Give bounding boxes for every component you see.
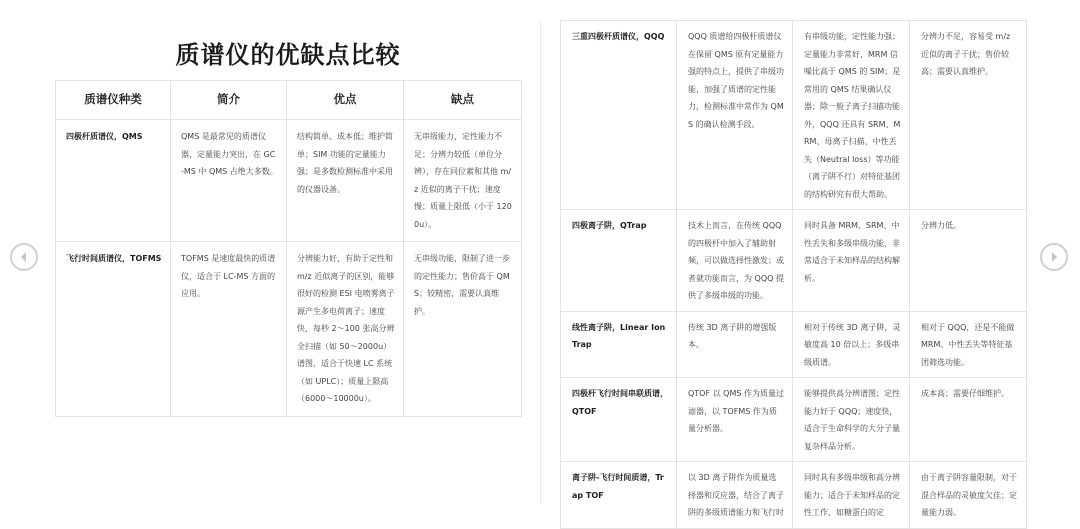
- cell-type: 离子阱-飞行时间质谱，Trap TOF: [561, 462, 677, 529]
- cell-type: 飞行时间质谱仪，TOFMS: [56, 242, 171, 417]
- previous-page-button[interactable]: [10, 243, 38, 271]
- table-row: [561, 210, 1027, 312]
- table-row: [561, 311, 1027, 378]
- table-row: [561, 378, 1027, 462]
- table-row: [561, 462, 1027, 529]
- comparison-table: [55, 80, 522, 417]
- chevron-left-icon: [17, 250, 31, 264]
- comparison-table-continued: [560, 20, 1027, 529]
- cell-intro: QQQ 质谱给四极杆质谱仪在保留 QMS 原有定量能力强的特点上，提供了串级功能，加强了质谱的定性能力，检测标准中常作为 QMS 的确认检测手段。: [677, 21, 793, 210]
- cell-cons: 相对于 QQQ，还是不能做 MRM、中性丢失等特征基团筛选功能。: [910, 311, 1027, 378]
- table-header-row: [56, 81, 522, 120]
- cell-type: 线性离子阱，Linear Ion Trap: [561, 311, 677, 378]
- cell-type: 三重四极杆质谱仪，QQQ: [561, 21, 677, 210]
- header-cons: 缺点: [404, 81, 522, 120]
- cell-pros: 同时具有多级串级和高分辨能力；适合于未知样品的定性工作，如糖蛋白的定: [793, 462, 910, 529]
- cell-cons: 分辨力低。: [910, 210, 1027, 312]
- cell-type: 四极离子阱，QTrap: [561, 210, 677, 312]
- cell-type: 四极杆质谱仪，QMS: [56, 120, 171, 242]
- table-row: [56, 242, 522, 417]
- left-page: [55, 30, 521, 417]
- cell-cons: 无串级能力，定性能力不足；分辨力较低（单位分辨），存在同位素和其他 m/z 近似的离子干扰；速度慢；质量上限低（小于 1200u）。: [404, 120, 522, 242]
- header-pros: 优点: [287, 81, 404, 120]
- cell-cons: 成本高；需要仔细维护。: [910, 378, 1027, 462]
- cell-pros: 同时具备 MRM、SRM、中性丢失和多级串级功能，非常适合于未知样品的结构解析。: [793, 210, 910, 312]
- cell-intro: 传统 3D 离子阱的增强版本。: [677, 311, 793, 378]
- next-page-button[interactable]: [1040, 243, 1068, 271]
- cell-cons: 无串级功能，限制了进一步的定性能力；售价高于 QMS；较精密，需要认真维护。: [404, 242, 522, 417]
- cell-intro: QTOF 以 QMS 作为质量过滤器，以 TOFMS 作为质量分析器。: [677, 378, 793, 462]
- cell-intro: 技术上而言，在传统 QQQ 的四极杆中加入了辅助射频，可以做选择性激发；或者就功能而言，为 QQQ 提供了多级串级的功能。: [677, 210, 793, 312]
- cell-intro: TOFMS 是速度最快的质谱仪，适合于 LC-MS 方面的应用。: [171, 242, 287, 417]
- cell-intro: 以 3D 离子阱作为质量选择器和反应器，结合了离子阱的多级质谱能力和飞行时: [677, 462, 793, 529]
- cell-pros: 有串级功能，定性能力强；定量能力非常好，MRM 信噪比高于 QMS 的 SIM；是常用的 QMS 结果确认仪器；除一般子离子扫描功能外，QQQ 还具有 SRM、MRM、母离子扫描、中性丢失（Neutral loss）等功能（离子阱不行）对特征基团的结构研究有很大帮助。: [793, 21, 910, 210]
- cell-pros: 能够提供高分辨谱图；定性能力好于 QQQ；速度快，适合于生命科学的大分子量复杂样品分析。: [793, 378, 910, 462]
- right-page: [560, 20, 1026, 529]
- cell-pros: 分辨能力好，有助于定性和 m/z 近似离子的区别，能够很好的检测 ESI 电喷雾离子源产生多电荷离子；速度快，每秒 2～100 张高分辨全扫描（如 50～2000u）谱图，适合于快速 LC 系统（如 UPLC）；质量上限高（6000～10000u）。: [287, 242, 404, 417]
- cell-pros: 相对于传统 3D 离子阱，灵敏度高 10 倍以上；多级串级质谱。: [793, 311, 910, 378]
- page-title: 质谱仪的优缺点比较: [175, 41, 401, 69]
- cell-type: 四极杆飞行时间串联质谱，QTOF: [561, 378, 677, 462]
- chevron-right-icon: [1047, 250, 1061, 264]
- cell-cons: 由于离子阱容量限制，对于混合样品的灵敏度欠佳；定量能力弱。: [910, 462, 1027, 529]
- header-type: 质谱仪种类: [56, 81, 171, 120]
- header-intro: 简介: [171, 81, 287, 120]
- table-row: [561, 21, 1027, 210]
- cell-cons: 分辨力不足，容易受 m/z 近似的离子干扰；售价较高；需要认真维护。: [910, 21, 1027, 210]
- table-row: [56, 120, 522, 242]
- cell-intro: QMS 是最常见的质谱仪器，定量能力突出，在 GC-MS 中 QMS 占绝大多数。: [171, 120, 287, 242]
- cell-pros: 结构简单、成本低；维护简单；SIM 功能的定量能力强；是多数检测标准中采用的仪器设备。: [287, 120, 404, 242]
- page-divider: [540, 20, 541, 504]
